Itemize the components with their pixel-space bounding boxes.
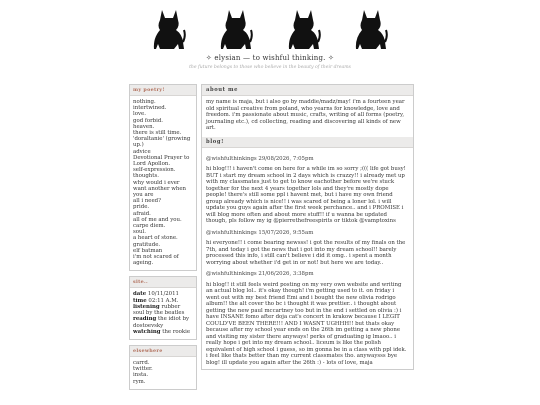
about-heading: about me: [202, 85, 413, 96]
black-cat-icon: [287, 6, 321, 52]
blog-post: [206, 156, 409, 225]
poetry-link[interactable]: god forbid.: [133, 117, 164, 124]
blog-post: [206, 230, 409, 267]
poetry-link[interactable]: self-expression.: [133, 167, 176, 174]
info-reading: reading the idiot by dostoevsky: [133, 316, 190, 329]
poetry-link[interactable]: gratitude.: [133, 241, 161, 248]
poetry-link[interactable]: a heart of stone.: [133, 235, 178, 242]
elsewhere-link-insta[interactable]: insta.: [133, 372, 149, 379]
info-date: date 10/11/2011: [133, 291, 179, 298]
poetry-heading: my poetry!: [130, 85, 196, 96]
poetry-link[interactable]: heaven.: [133, 123, 155, 130]
site-header: [0, 0, 540, 78]
cat-banner: [152, 6, 388, 56]
blog-heading: blog!: [202, 137, 413, 148]
poetry-link[interactable]: intertwined.: [133, 105, 167, 112]
black-cat-icon: [219, 6, 253, 52]
black-cat-icon: [152, 6, 186, 52]
black-cat-icon: [354, 6, 388, 52]
poetry-list: [130, 96, 196, 270]
poetry-link[interactable]: nothing.: [133, 99, 156, 105]
post-meta: @wishfulthinkings 15/07/2026, 9:55am: [206, 229, 314, 236]
elsewhere-list: [130, 357, 196, 389]
site-tagline: the future belongs to those who believe in the beauty of their dreams: [189, 65, 351, 70]
post-meta: @wishfulthinkings 29/08/2026, 7:05pm: [206, 155, 314, 162]
post-meta: @wishfulthinkings 21/06/2026, 3:38pm: [206, 271, 314, 277]
info-heading: site..: [130, 277, 196, 288]
poetry-link[interactable]: there is still time.: [133, 130, 182, 137]
info-time: time 02:11 A.M.: [133, 297, 179, 304]
elsewhere-link-twitter[interactable]: twitter.: [133, 366, 153, 373]
poetry-box: [129, 84, 197, 271]
content-box: [201, 84, 414, 370]
info-listening: listening rubber soul by the beatles: [133, 303, 185, 317]
poetry-link[interactable]: elf batman: [133, 247, 163, 254]
blog-post: [206, 271, 409, 366]
poetry-link[interactable]: thoughts.: [133, 173, 159, 180]
site-title: ✧ elysian — to wishful thinking. ✧: [205, 54, 335, 62]
main-content: [201, 84, 414, 370]
blog-posts: [202, 148, 413, 370]
elsewhere-heading: elsewhere: [130, 346, 196, 357]
info-list: [130, 288, 196, 338]
info-watching: watching the rookie: [133, 328, 191, 335]
poetry-link[interactable]: love.: [133, 111, 146, 118]
elsewhere-link-carrd[interactable]: carrd.: [133, 359, 150, 366]
post-body: hi blog!!! i haven't come on here for a while im so sorry ;((( life got busy! BUT i start my dream school in 2 days which is crazzy!! i already met up with my classmates just to get to know eachother before we're stuck together for the next 4 years together lols and they're mostly dope people! there's still some ppl i havent met, but i have my own friend group already which is nice!! i was scared of being a loner lol. i will update you guys again after the first week perchance.. and i PROMISE i will blog more often and about more stuff!! if u wanna be updated though, pls follow my ig @pierrethefreespirits or tiktok @vamptoxins: [206, 166, 406, 224]
poetry-link[interactable]: advice: [133, 148, 151, 155]
poetry-link[interactable]: i'm not scared of: [133, 254, 179, 261]
poetry-link[interactable]: carpe diem.: [133, 223, 166, 230]
post-body: hi everyone!! i come bearing newsss! i got the results of my finals on the 7th, and today i got the news that i got into my dream school!! barely processed this info, i still can't believe i did it omg.. i spent a month worrying about whether i'd get in or not! but here we are today..: [206, 240, 406, 266]
poetry-link[interactable]: afraid.: [133, 210, 151, 217]
sidebar: [129, 84, 197, 395]
elsewhere-box: [129, 345, 197, 390]
elsewhere-link-rym[interactable]: rym.: [133, 378, 146, 385]
poetry-link[interactable]: Devotional Prayer to Lord Apollon.: [133, 154, 190, 168]
poetry-link[interactable]: all i need?: [133, 198, 162, 205]
poetry-link[interactable]: pride.: [133, 204, 150, 211]
poetry-link[interactable]: soul.: [133, 229, 146, 236]
poetry-link[interactable]: ageing.: [133, 260, 154, 267]
about-text: my name is maja, but i also go by maddie/madz/may! i'm a fourteen year old spiritual creative from poland, who yearns for knowledge, love and freedom. i'm passionate about music, crafts, writing of all forms (poetry, journaling etc.), cd collecting, reading and discovering all kinds of new art.: [206, 99, 405, 131]
poetry-link[interactable]: all of me and you.: [133, 216, 182, 223]
poetry-link[interactable]: 'doraltanie' (growing up.): [133, 136, 191, 149]
poetry-link[interactable]: why would i ever want another when you are: [133, 179, 186, 199]
post-body: hi blog!! it still feels weird posting on my very own website and writing an actual blog lol.. it's okay though! i'm getting used to it. on friday i went out with my best friend Emi and i bought the new olivia rodrigo album!! the alt cover tho bc i thought it was prettier.. i thought about getting the new paul mccartney too but in the end i settled on olivia :) i have INSANE fomo after doja cat's concert in krakow because I LEGIT COULD'VE BEEN THERE!!! AND I WASNT UGHHH!! but thats okay because after my school year ends on the 26th im getting a new phone and visiting my sister there anyways! perks of graduating ig lmaoo.. i really hope i get into my dream school.. liceum is like the polish equivalent of high school i guess, so im gonna be in a class with ppl idek. i feel like thats better than my current classmates tho. anywaysss bye blog! ill update you again after the 26th :) - lots of love, maja: [206, 281, 407, 366]
info-box: [129, 276, 197, 339]
